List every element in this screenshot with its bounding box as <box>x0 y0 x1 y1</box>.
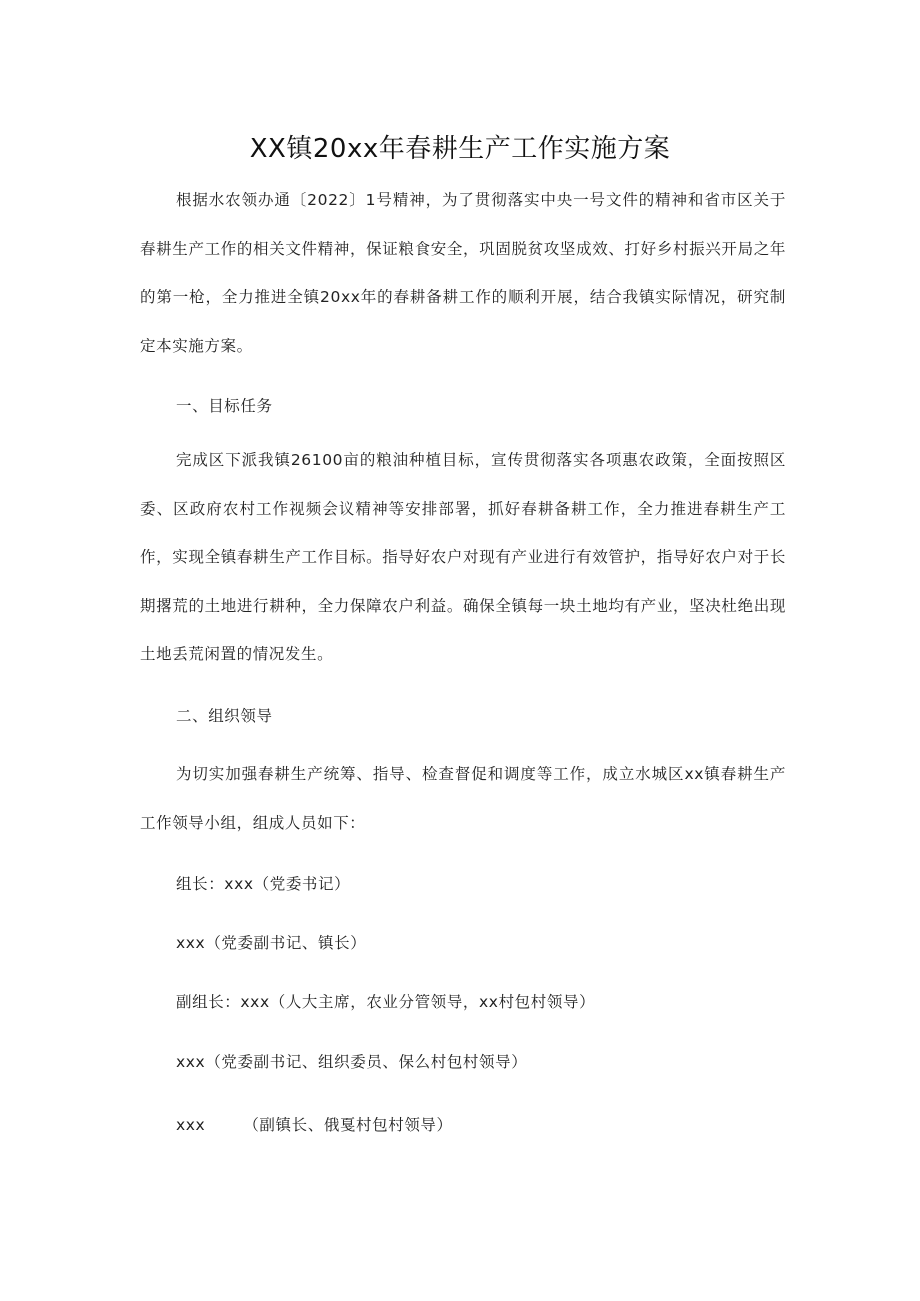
member-line: xxx（党委副书记、镇长） <box>176 934 367 952</box>
member-line <box>176 1113 453 1135</box>
member-line: xxx（党委副书记、组织委员、保么村包村领导） <box>176 1053 528 1071</box>
member-line: 组长：xxx（党委书记） <box>176 875 351 893</box>
member-name: xxx <box>176 1116 206 1134</box>
member-role: （副镇长、俄戛村包村领导） <box>243 1116 453 1134</box>
document-title: XX镇20xx年春耕生产工作实施方案 <box>249 134 671 164</box>
goals-paragraph: 完成区下派我镇26100亩的粮油种植目标，宣传贯彻落实各项惠农政策，全面按照区委、区政府农村工作视频会议精神等安排部署，抓好春耕备耕工作，全力推进春耕生产工作，实现全镇春耕生产工作目标。指导好农户对现有产业进行有效管护，指导好农户对于长期撂荒的土地进行耕种，全力保障农户利益。确保全镇每一块土地均有产业，坚决杜绝出现土地丢荒闲置的情况发生。 <box>140 451 786 663</box>
section-heading-goals: 一、目标任务 <box>176 397 273 415</box>
member-line: 副组长：xxx（人大主席，农业分管领导，xx村包村领导） <box>176 993 596 1011</box>
intro-paragraph: 根据水农领办通〔2022〕1号精神，为了贯彻落实中央一号文件的精神和省市区关于春耕生产工作的相关文件精神，保证粮食安全，巩固脱贫攻坚成效、打好乡村振兴开局之年的第一枪，全力推进全镇20xx年的春耕备耕工作的顺利开展，结合我镇实际情况，研究制定本实施方案。 <box>140 191 786 355</box>
section-heading-organization: 二、组织领导 <box>176 707 273 725</box>
organization-paragraph: 为切实加强春耕生产统筹、指导、检查督促和调度等工作，成立水城区xx镇春耕生产工作领导小组，组成人员如下： <box>140 765 786 832</box>
